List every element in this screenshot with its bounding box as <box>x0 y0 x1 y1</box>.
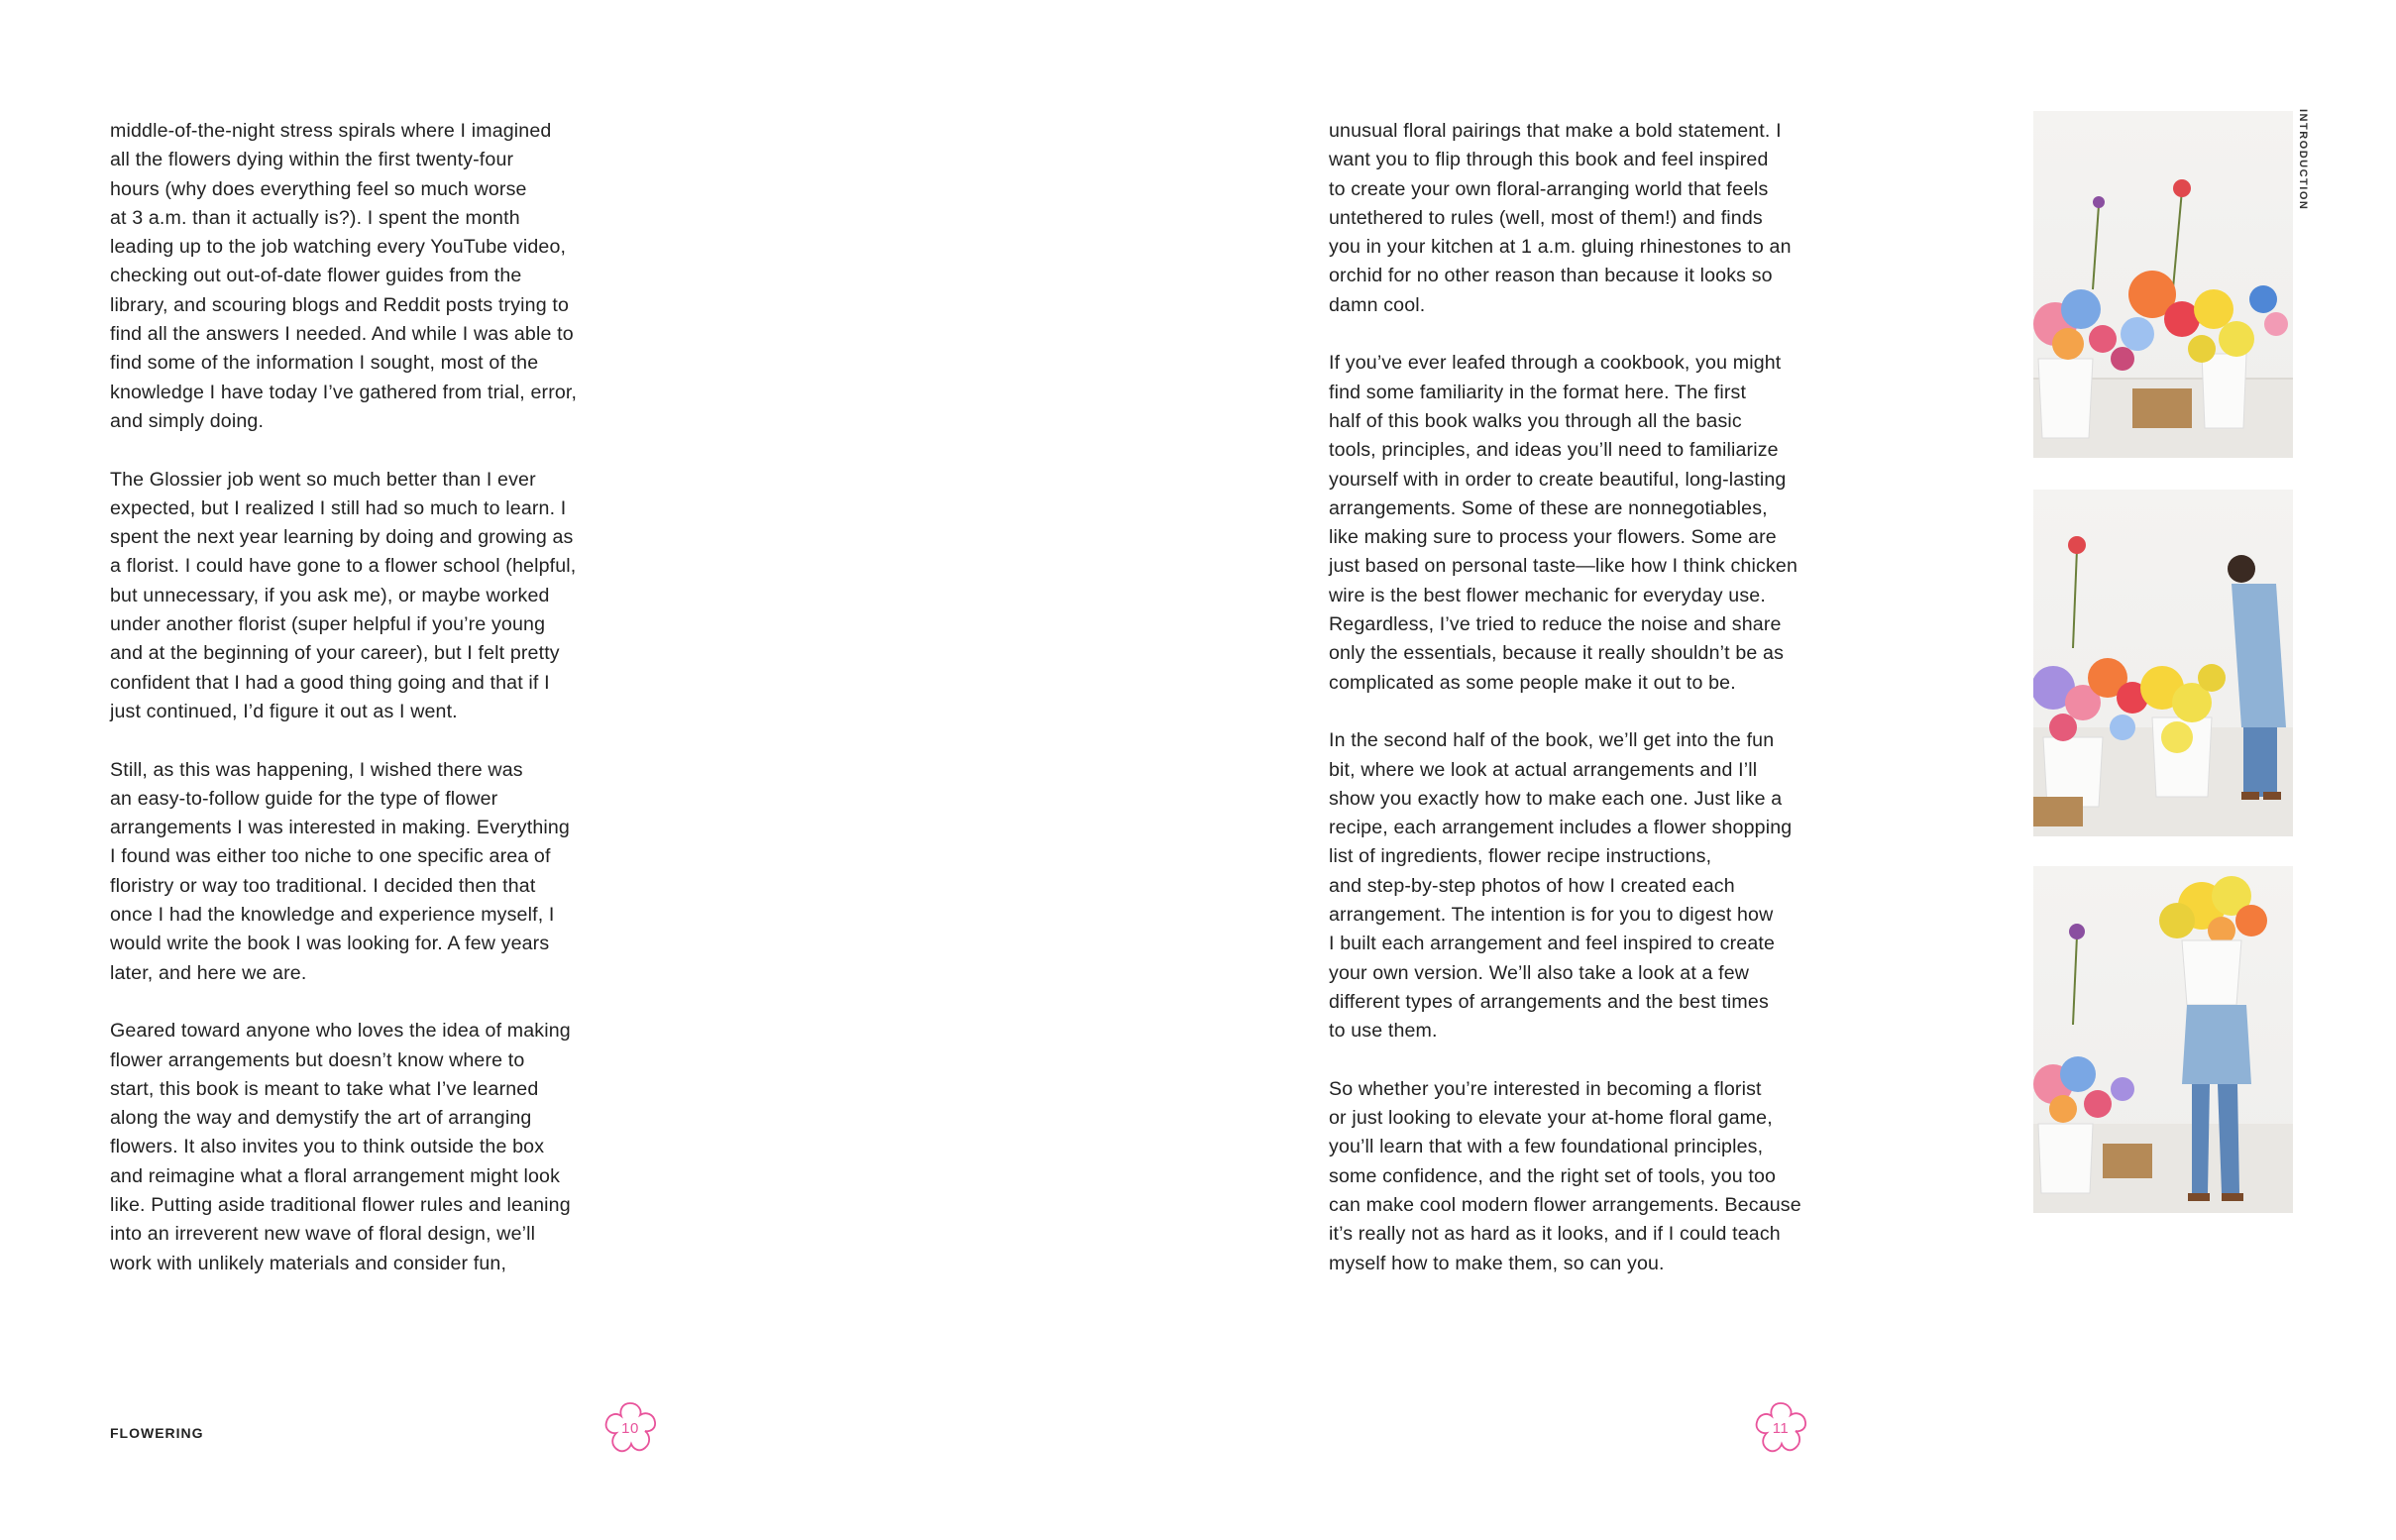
right-page-body-text <box>1329 117 1864 1307</box>
body-paragraph: If you’ve ever leafed through a cookbook, you might find some familiarity in the format here. The first half of this book walks you through all the basic tools, principles, and ideas you’ll need to familiarize yourself with in order to create beautiful, long-lasting arrangements. Some of these are nonnegotiables, like making sure to process your flowers. Some are just based on personal taste—like how I think chicken wire is the best flower mechanic for everyday use. Regardless, I’ve tried to reduce the noise and share only the essentials, because it really shouldn’t be as complicated as some people make it out to be. <box>1329 352 1798 694</box>
right-page-number <box>1749 1397 1812 1461</box>
florist-carrying-bucket-photo <box>2033 866 2293 1213</box>
body-paragraph: middle-of-the-night stress spirals where I imagined all the flowers dying within the first twenty-four hours (why does everything feel so much worse at 3 a.m. than it actually is?). I spent the month leading up to the job watching every YouTube video, checking out out-of-date flower guides from the library, and scouring blogs and Reddit posts trying to find all the answers I needed. And while I was able to find some of the information I sought, most of the knowledge I have today I’ve gathered from trial, error, and simply doing. <box>110 120 578 432</box>
section-side-label: INTRODUCTION <box>2297 109 2309 211</box>
body-paragraph: So whether you’re interested in becoming a florist or just looking to elevate your at-home floral game, you’ll learn that with a few foundational principles, some confidence, and the right set of tools, you too can make cool modern flower arrangements. Because it’s really not as hard as it looks, and if I could teach myself how to make them, so can you. <box>1329 1077 1801 1274</box>
body-paragraph: Geared toward anyone who loves the idea of making flower arrangements but doesn’t know where to start, this book is meant to take what I’ve learned along the way and demystify the art of arranging flowers. It also invites you to think outside the box and reimagine what a floral arrangement might look like. Putting aside traditional flower rules and leaning into an irreverent new wave of floral design, we’ll work with unlikely materials and consider fun, <box>110 1020 571 1274</box>
body-paragraph: The Glossier job went so much better than I ever expected, but I realized I still had so much to learn. I spent the next year learning by doing and growing as a florist. I could have gone to a flower school (helpful, but unnecessary, if you ask me), or maybe worked under another florist (super helpful if you’re young and at the beginning of your career), but I felt pretty confident that I had a good thing going and that if I just continued, I’d figure it out as I went. <box>110 468 577 722</box>
body-paragraph: In the second half of the book, we’ll get into the fun bit, where we look at actual arrangements and I’ll show you exactly how to make each one. Just like a recipe, each arrangement includes a flower shopping list of ingredients, flower recipe instructions, and step-by-step photos of how I created each arrangement. The intention is for you to digest how I built each arrangement and feel inspired to create your own version. We’ll also take a look at a few different types of arrangements and the best times to use them. <box>1329 729 1793 1043</box>
florist-arranging-photo <box>2033 490 2293 836</box>
left-page-body-text <box>110 117 645 1307</box>
body-paragraph: Still, as this was happening, I wished there was an easy-to-follow guide for the type of flower arrangements I was interested in making. Everything I found was either too niche to one specific area of floristry or way too traditional. I decided then that once I had the knowledge and experience myself, I would write the book I was looking for. A few years later, and here we are. <box>110 758 570 984</box>
book-title-footer: FLOWERING <box>110 1425 204 1441</box>
page-number-text: 11 <box>1772 1420 1790 1437</box>
page-number-text: 10 <box>621 1420 639 1437</box>
body-paragraph: unusual floral pairings that make a bold statement. I want you to flip through this book and feel inspired to create your own floral-arranging world that feels untethered to rules (well, most of them!) and finds you in your kitchen at 1 a.m. gluing rhinestones to an orchid for no other reason than because it looks so damn cool. <box>1329 120 1792 316</box>
left-page-number <box>599 1397 662 1461</box>
flower-buckets-photo <box>2033 111 2293 458</box>
